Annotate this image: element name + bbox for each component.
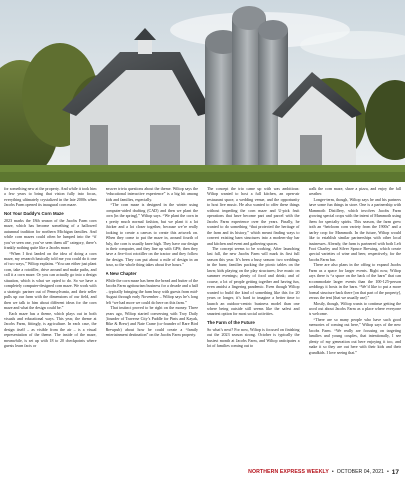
article-column — [4, 186, 97, 462]
section-heading: Not Your Daddy’s Corn Maze — [4, 211, 64, 217]
article-column — [207, 186, 300, 462]
body-paragraph: “When I first landed on the idea of doing a corn maze, my research basically told me you could do it one of two ways,” Wiltop explains. “You can either just plant corn, take a rototiller, drive around and make paths, and call it a corn maze. Or you can actually go into a design situation, which is what we opted to do. So we have a completely computer-designed corn maze. We work with a strategic partner out of Pennsylvania, and their seller pulls up our farm with the dimensions of our field, and then we talk to him about different ideas for the corn maze and what the design could be.” — [4, 250, 97, 311]
publication-name: NORTHERN EXPRESS WEEKLY — [248, 469, 329, 475]
footer-separator: • — [331, 469, 334, 475]
barn-photo-illustration — [0, 0, 405, 182]
page-footer — [0, 466, 405, 478]
body-paragraph: That instinct proved to be right on the money. Three years ago, Wiltop started conversing with Troy Daily (founder of Traverse City’s Paddle for Pints and Kayak, Bike & Brew) and Nate Crane (co-founder of Rare Bird Brewpub) about how he could create a “family entertainment destination” on the Jacobs Farm property. — [105, 305, 198, 338]
section-heading: The Farm of the Future — [207, 320, 255, 326]
body-paragraph: So what’s next? For now, Wiltop is focused on finishing out the 2023 season strong. October is typically the busiest month at Jacobs Farm, and Wiltop anticipates a lot of families coming out to — [207, 326, 300, 349]
page-number: 17 — [391, 468, 399, 476]
article-column — [309, 186, 402, 462]
body-paragraph: The concept seems to be working. After launching last fall, the new Jacobs Farm will mark its first full season this year. It’s been a busy season: two weddings in the barn; families packing the picnic tables on the lawn; kids playing on the play structures; live music on summer evenings; plenty of food and drink; and of course, a lot of people getting together and having fun, even amidst a lingering pandemic. Even though Wiltop wanted to build the kind of something like this for 20 years or longer, it’s hard to imagine a better time to launch an outdoor-centric business model than one where being outside still seems like the safest and smartest option for most social activities. — [207, 245, 300, 317]
issue-date: OCTOBER 04, 2021 — [336, 469, 384, 475]
body-paragraph: While the corn maze has been the bread and butter of the Jacobs Farm agritourism business for a decade and a half – typically bringing the farm busy with guests from mid-August through early November – Wiltop says he’s long felt “we had more we could do here on this farm.” — [105, 277, 198, 305]
body-paragraph: Each maze has a theme, which plays out in both visuals and educational ways. This year, the theme at Jacobs Farm, fittingly, is agriculture. In each case, the design itself – as visible from the air – is a visual representation of the theme. The inside of the maze, meanwhile, is set up with 18 to 20 checkpoints where guests learn facts or — [4, 310, 97, 349]
footer-separator: • — [386, 469, 389, 475]
body-paragraph: The concept the trio came up with was ambitious: Wiltop wanted to host a full kitchen, an open-air restaurant space, a wedding venue, and the opportunity to host live music. He also wanted to offer these things without impeding the corn maze and U-pick fruit operations that have become part and parcel with the Jacobs Farm experience over the years. Finally, he wanted to do something “that protected the heritage of the farm and its history,” which meant finding ways to convert existing barn structures into a modern-day bar and kitchen and event and gathering spaces. — [207, 186, 300, 246]
body-paragraph: Mostly, though, Wiltop wants to continue getting the word out about Jacobs Farm as a place where everyone is welcome. — [308, 300, 401, 317]
article-column — [106, 186, 199, 462]
body-paragraph: “The corn maze is designed in the winter using computer-aided drafting (CAD) and then we plant the corn [in the spring],” Wiltop says. “We plant the corn in a pretty much normal fashion, but we plant it a lot thicker and a lot closer together, because we’re really looking to create a canvas to create this artwork on. When they come to put the maze in, around fourth of July, the corn is usually knee high. They have our design in their computer, and they line up with GPS; then they have a five-foot rototiller on the tractor and they follow the design. They can put about a mile of design in an hour, so the whole thing takes about five hours.” — [105, 202, 198, 268]
body-paragraph: walk the corn maze, share a pizza, and enjoy the fall weather. — [308, 186, 401, 197]
body-paragraph: “There are so many people who have such good memories of coming out here,” Wiltop says of the new Jacobs Farm. “We really are focusing on targeting families and young couples, that intentionally, I see plenty of my generation out here enjoying it too, and make it so they are out here with their kids and their grandkids. I love seeing that.” — [308, 316, 401, 355]
barn-photo — [0, 0, 405, 182]
body-paragraph: Longer-term, though, Wiltop says he and his partners have some fun things in store. One is a partnership with Mammoth Distillery, which involves Jacobs Farm growing special crops with the intent of Mammoth using them for specialty spirits. This season, the farm grew both an “heirloom corn variety from the 1900s” and a barley crop for Mammoth. In the future, Wiltop would like to establish similar partnerships with other local businesses. Already, the farm is partnered with both Left Foot Charley and Silver Spruce Brewing, which create special varieties of wine and beer, respectively, for the Jacobs Farm bar. — [308, 196, 401, 262]
body-paragraph: for something new at the property. And while it took him a few years to bring that vision fully into focus, everything ultimately crystalized in the late 2000s when Jacobs Farm opened its inaugural corn maze. — [4, 186, 97, 208]
section-heading: A New Chapter — [105, 271, 137, 277]
body-paragraph: 2023 marks the 18th season of the Jacobs Farm corn maze, which has become something of a hallowed autumnal tradition for northern Michigan families. And while corn mazes could often be lumped into the “if you’ve seen one, you’ve seen them all” category, there’s frankly nothing quite like a Jacobs maze. — [4, 217, 97, 251]
body-paragraph: There are also plans in the offing to expand Jacobs Farm as a space for larger events. Right now, Wiltop says there is “a space on the back of the barn” that can accommodate larger events than the 100-125-person weddings it hosts in the barn. “We’d like to put a more formal structure back there [on that part of the property], versus the tent [that we usually use].” — [308, 262, 401, 301]
body-paragraph: answer trivia questions about the theme. Wiltop says the “educational interactive experience” is a big hit among kids and families, especially. — [105, 186, 198, 202]
article-body — [4, 186, 401, 462]
